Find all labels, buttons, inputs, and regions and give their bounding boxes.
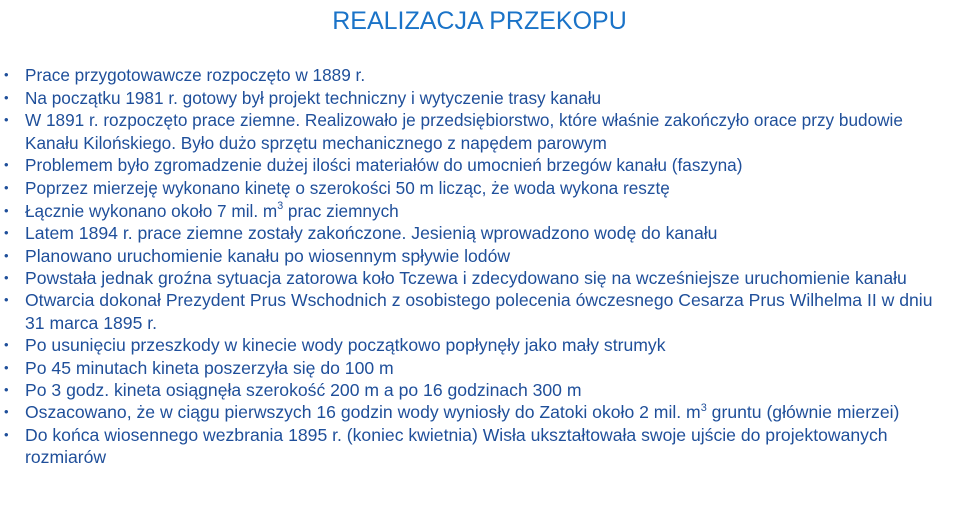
bullet-text: Prace przygotowawcze rozpoczęto w 1889 r. [25, 65, 366, 85]
bullet-icon: • [4, 404, 9, 420]
bullet-icon: • [4, 359, 9, 375]
bullet-text: Po 45 minutach kineta poszerzyła się do 100 m [25, 357, 394, 378]
bullet-text-end: prac ziemnych [283, 200, 399, 221]
bullet-item [0, 154, 955, 177]
bullet-item [0, 109, 955, 154]
bullet-text: W 1891 r. rozpoczęto prace ziemne. Realizowało je przedsiębiorstwo, które właśnie zakończyło orace przy budowie Kanału Kilońskiego. Było dużo sprzętu mechanicznego z napędem parowym [25, 110, 903, 153]
bullet-item [0, 200, 955, 223]
bullet-text: Po 3 godz. kineta osiągnęła szerokość 200 m a po 16 godzinach 300 m [25, 380, 582, 400]
bullet-text: Po usunięciu przeszkody w kinecie wody początkowo popłynęły jako mały strumyk [25, 335, 666, 356]
bullet-item [0, 424, 955, 469]
bullet-list [0, 64, 955, 469]
slide-title: REALIZACJA PRZEKOPU [332, 7, 627, 35]
bullet-icon: • [4, 426, 9, 442]
bullet-text: Otwarcia dokonał Prezydent Prus Wschodnich z osobistego polecenia ówczesnego Cesarza Prus Wilhelma II w dniu 31 marca 1895 r. [25, 290, 933, 333]
bullet-item [0, 334, 955, 356]
bullet-item [0, 267, 955, 289]
bullet-icon: • [4, 337, 9, 353]
bullet-icon: • [4, 112, 9, 128]
bullet-text-start: Łącznie wykonano około 7 mil. m [25, 200, 278, 221]
bullet-icon: • [4, 292, 9, 308]
bullet-text: Powstała jednak groźna sytuacja zatorowa koło Tczewa i zdecydowano się na wcześniejsze uruchomienie kanału [25, 267, 907, 288]
bullet-icon: • [4, 247, 9, 263]
bullet-icon: • [4, 225, 9, 241]
superscript: 3 [277, 200, 284, 213]
bullet-icon: • [4, 89, 9, 105]
bullet-text-end: gruntu (głównie mierzei) [706, 402, 900, 423]
bullet-text: Planowano uruchomienie kanału po wiosennym spływie lodów [25, 245, 511, 266]
bullet-icon: • [4, 157, 9, 173]
bullet-item [0, 289, 955, 334]
bullet-icon: • [4, 179, 9, 195]
bullet-item [0, 245, 955, 267]
bullet-text: Na początku 1981 r. gotowy był projekt techniczny i wytyczenie trasy kanału [25, 87, 602, 108]
superscript: 3 [700, 402, 707, 415]
bullet-item [0, 357, 955, 379]
bullet-icon: • [4, 382, 9, 397]
bullet-icon: • [4, 269, 9, 285]
bullet-text: Poprzez mierzeję wykonano kinetę o szerokości 50 m licząc, że woda wykona resztę [25, 177, 670, 198]
bullet-text: Problemem było zgromadzenie dużej ilości materiałów do umocnień brzegów kanału (faszyna) [25, 155, 743, 176]
bullet-text: Latem 1894 r. prace ziemne zostały zakończone. Jesienią wprowadzono wodę do kanału [25, 223, 718, 244]
bullet-icon: • [4, 202, 9, 218]
bullet-icon: • [4, 67, 9, 82]
bullet-text: Do końca wiosennego wezbrania 1895 r. (koniec kwietnia) Wisła ukształtowała swoje ujście do projektowanych rozmiarów [25, 424, 888, 468]
bullet-item [0, 177, 955, 200]
bullet-item [0, 379, 955, 401]
bullet-item [0, 401, 955, 423]
bullet-item [0, 87, 955, 110]
bullet-item [0, 64, 955, 87]
bullet-text-start: Oszacowano, że w ciągu pierwszych 16 godzin wody wyniosły do Zatoki około 2 mil. m [25, 402, 701, 423]
bullet-item [0, 222, 955, 244]
